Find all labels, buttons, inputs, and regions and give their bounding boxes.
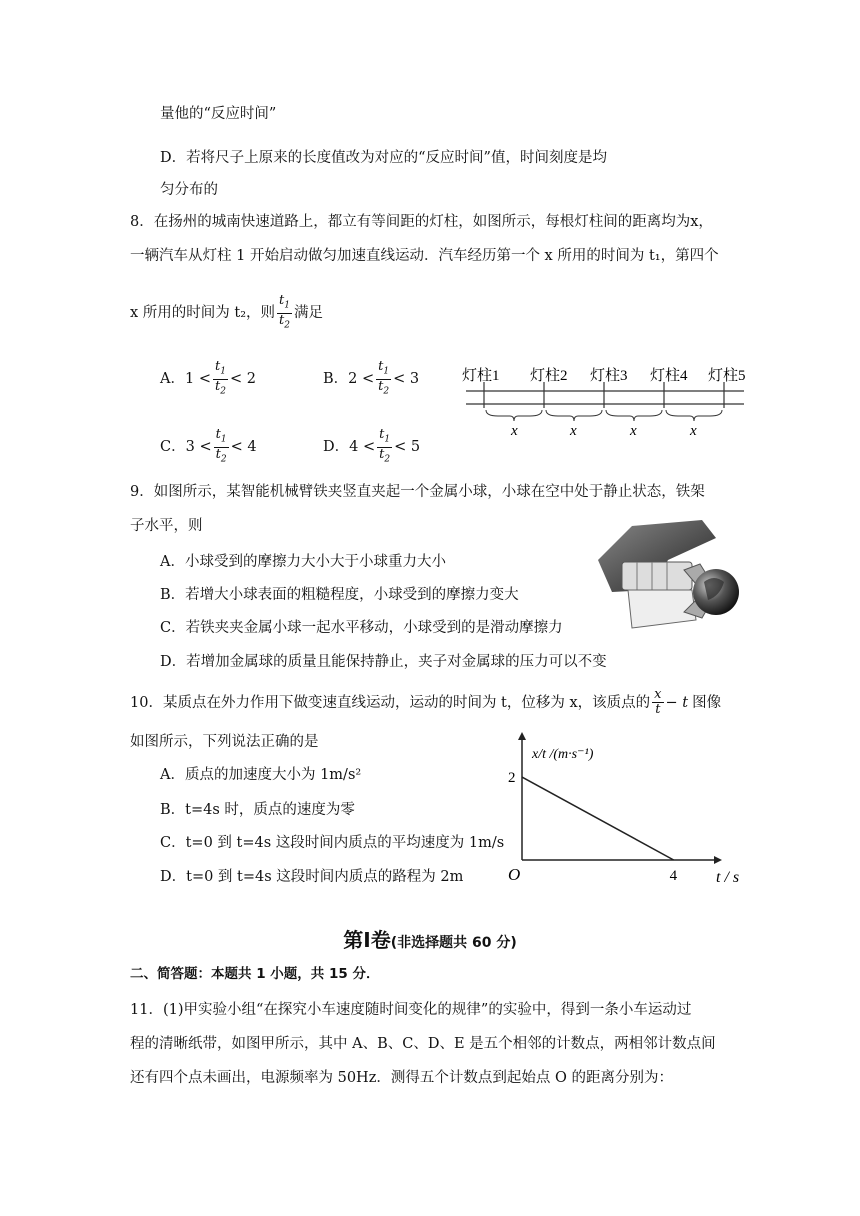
ratio-fraction: $\frac{t_1}{t_2}$ — [378, 359, 390, 397]
q10-stem-line2: 如图所示，下列说法正确的是 — [130, 734, 319, 750]
q8-stem-line3-text: x 所用的时间为 t₂，则 — [130, 305, 276, 322]
ratio-fraction: $\frac{t_1}{t_2}$ — [379, 427, 391, 465]
q8-stem-line1: 8．在扬州的城南快速道路上，都立有等间距的灯柱，如图所示，每根灯柱间的距离均为x， — [130, 214, 713, 230]
clamp-block — [622, 562, 692, 590]
q8-stem-line3 — [130, 294, 323, 332]
q10-option-c: C．t=0 到 t=4s 这段时间内质点的平均速度为 1m/s — [160, 835, 505, 851]
q11-line1: 11．(1)甲实验小组“在探究小车速度随时间变化的规律”的实验中，得到一条小车运动过 — [130, 1002, 692, 1018]
q7-option-d-line1: D．若将尺子上原来的长度值改为对应的“反应时间”值，时间刻度是均 — [160, 150, 607, 166]
q10-option-d: D．t=0 到 t=4s 这段时间内质点的路程为 2m — [160, 869, 464, 885]
option-lower: 4 < — [349, 439, 376, 456]
brace-1 — [486, 410, 542, 421]
q9-option-b: B．若增大小球表面的粗糙程度，小球受到的摩擦力变大 — [160, 587, 519, 603]
q8-option-c — [160, 428, 257, 466]
q7-option-d-line2: 匀分布的 — [160, 182, 218, 198]
xt-graph — [500, 732, 740, 892]
pole-label-2: 灯柱2 — [530, 368, 568, 384]
fraction-denominator: t — [655, 702, 661, 717]
option-lower: 2 < — [348, 371, 375, 388]
pole-label-3: 灯柱3 — [590, 368, 628, 384]
y-axis-label: x/t /(m·s⁻¹) — [532, 747, 594, 762]
q9-stem-line1: 9．如图所示，某智能机械臂铁夹竖直夹起一个金属小球，小球在空中处于静止状态，铁架 — [130, 484, 705, 500]
q10-stem-line1-end: 图像 — [692, 694, 722, 711]
q8-option-a — [160, 360, 256, 398]
q8-option-b — [323, 360, 419, 398]
option-lower: 3 < — [185, 439, 212, 456]
ratio-fraction: $\frac{t_1}{t_2}$ — [215, 427, 227, 465]
brace-3 — [606, 410, 662, 421]
gap-label-4: x — [690, 423, 697, 439]
q10-option-b: B．t=4s 时，质点的速度为零 — [160, 802, 355, 818]
q10-stem-line1-text: 10．某质点在外力作用下做变速直线运动，运动的时间为 t，位移为 x，该质点的 — [130, 694, 651, 711]
brace-2 — [546, 410, 602, 421]
y-axis-arrow — [518, 732, 526, 740]
gap-label-1: x — [511, 423, 518, 439]
brace-4 — [666, 410, 722, 421]
ratio-fraction — [277, 294, 292, 332]
series-line — [522, 777, 674, 860]
q8-stem-line3-end: 满足 — [294, 305, 324, 322]
option-lower: 1 < — [184, 371, 211, 388]
pole-label-1: 灯柱1 — [462, 368, 500, 384]
option-upper: < 5 — [394, 439, 421, 456]
section-title — [0, 928, 860, 955]
q11-line2: 程的清晰纸带，如图甲所示，其中 A、B、C、D、E 是五个相邻的计数点，两相邻计数点间 — [130, 1036, 716, 1052]
y-tick-label: 2 — [508, 770, 516, 787]
q9-option-d: D．若增加金属球的质量且能保持静止，夹子对金属球的压力可以不变 — [160, 654, 607, 670]
q11-line3: 还有四个点未画出，电源频率为 50Hz．测得五个计数点到起始点 O 的距离分别为： — [130, 1070, 673, 1086]
section-title-sub: (非选择题共 60 分) — [390, 935, 517, 951]
q9-stem-line2: 子水平，则 — [130, 518, 203, 534]
option-upper: < 3 — [393, 371, 420, 388]
option-label: D． — [323, 439, 350, 456]
option-label: C． — [160, 439, 186, 456]
origin-label: O — [508, 865, 521, 884]
q9-option-c: C．若铁夹夹金属小球一起水平移动，小球受到的是滑动摩擦力 — [160, 620, 563, 636]
minus-t: − t — [665, 694, 689, 711]
q9-option-a: A．小球受到的摩擦力大小大于小球重力大小 — [160, 554, 446, 570]
lamp-pole-figure — [462, 360, 762, 440]
clamp-lower — [628, 590, 696, 628]
ratio-fraction: $\frac{t_1}{t_2}$ — [214, 359, 226, 397]
q8-option-d — [323, 428, 420, 466]
gap-label-2: x — [570, 423, 577, 439]
x-axis-label: t / s — [716, 869, 740, 886]
q8-stem-line2: 一辆汽车从灯柱 1 开始启动做匀加速直线运动．汽车经历第一个 x 所用的时间为 t₁，第四个 — [130, 248, 719, 264]
fraction-numerator: x — [654, 687, 662, 702]
option-label: B． — [323, 371, 349, 388]
x-axis-arrow — [714, 856, 722, 864]
section-title-main: 第Ⅰ卷 — [343, 928, 391, 952]
x-tick-label: 4 — [669, 868, 678, 884]
option-upper: < 2 — [229, 371, 256, 388]
section-heading: 二、简答题：本题共 1 小题，共 15 分． — [130, 966, 380, 982]
fraction-numerator: $t_1$ — [277, 294, 292, 314]
option-label: A． — [160, 371, 185, 388]
q10-stem-line1 — [130, 688, 721, 717]
pole-label-5: 灯柱5 — [708, 368, 746, 384]
robot-arm-figure — [592, 520, 752, 640]
option-upper: < 4 — [230, 439, 257, 456]
xt-fraction — [652, 688, 663, 717]
q7-tail-line: 量他的“反应时间” — [160, 106, 277, 122]
fraction-denominator: $t_2$ — [279, 312, 291, 331]
pole-label-4: 灯柱4 — [650, 368, 688, 384]
q10-option-a: A．质点的加速度大小为 1m/s² — [160, 767, 362, 783]
gap-label-3: x — [630, 423, 637, 439]
